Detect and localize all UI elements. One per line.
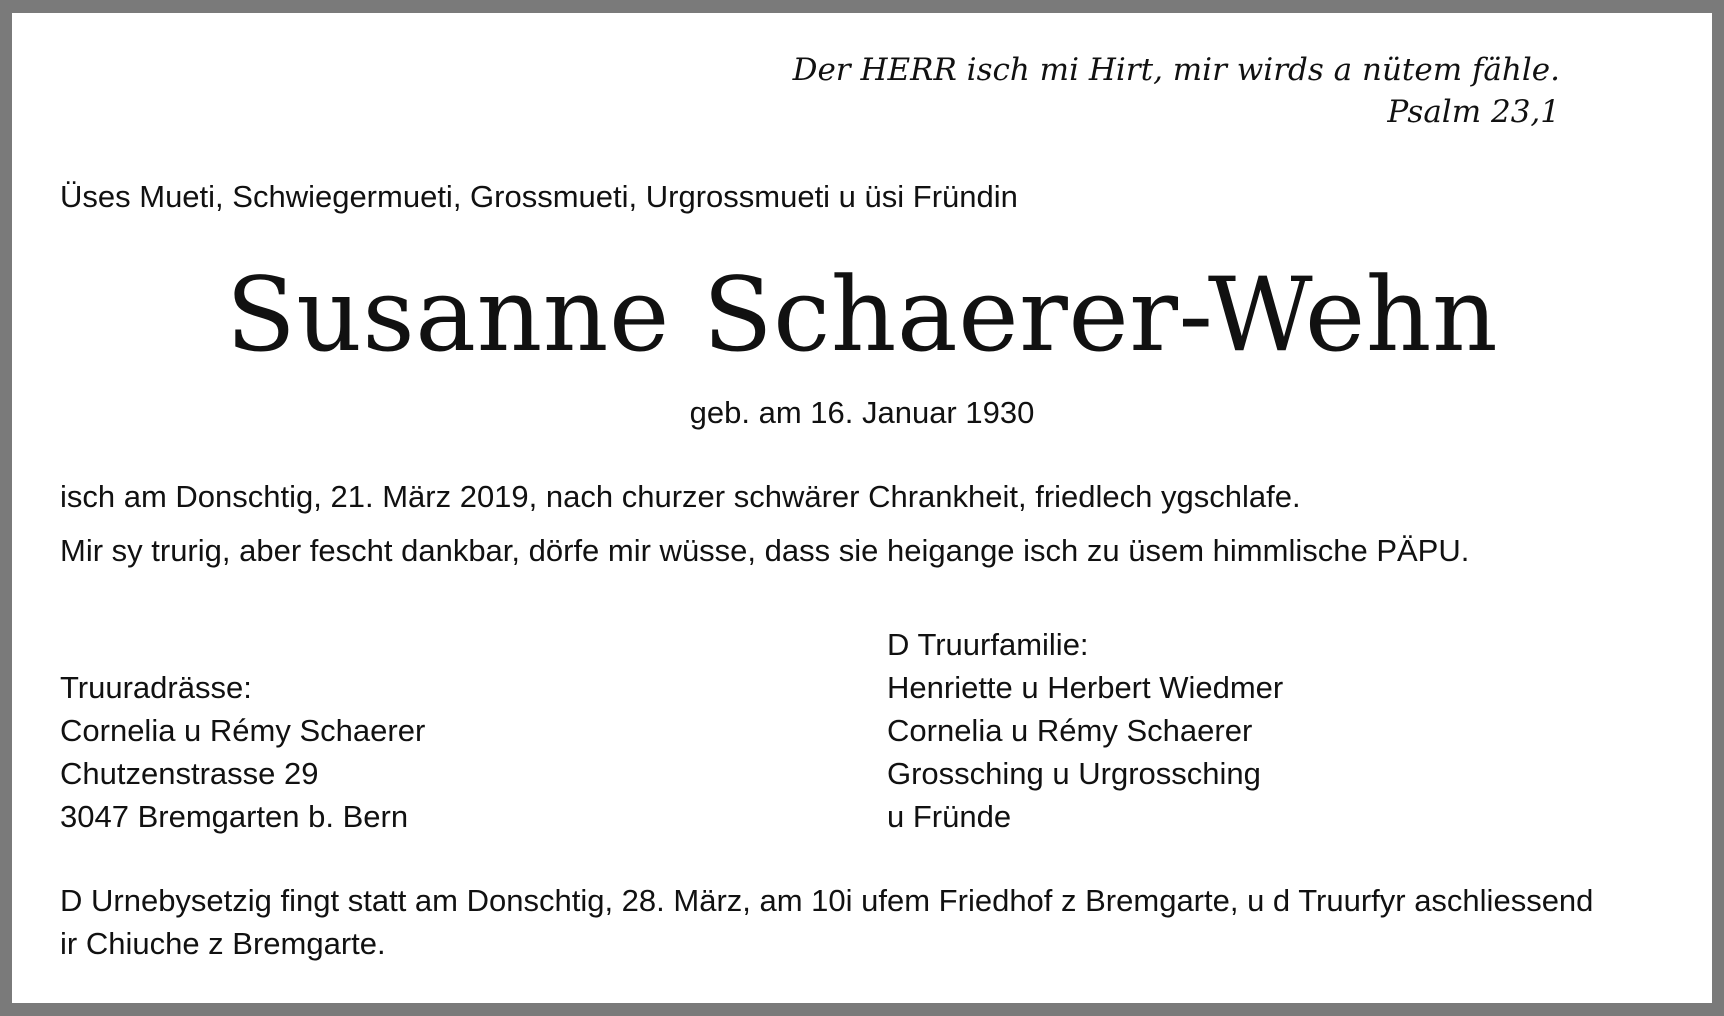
family-line: Grossching u Urgrossching [887, 756, 1261, 791]
address-line: 3047 Bremgarten b. Bern [60, 799, 409, 834]
deceased-name: Susanne Schaerer-Wehn [225, 256, 1499, 375]
funeral-details-line-2: ir Chiuche z Bremgarte. [60, 926, 386, 961]
bible-verse [793, 49, 1560, 133]
mourning-address [60, 666, 425, 838]
mourning-family [887, 623, 1283, 838]
announcement-line-1: isch am Donschtig, 21. März 2019, nach churzer schwärer Chrankheit, friedlech ygschlafe. [60, 479, 1301, 514]
announcement-line-2: Mir sy trurig, aber fescht dankbar, dörfe mir wüsse, dass sie heigange isch zu üsem himmlische PÄPU. [60, 533, 1470, 568]
address-heading: Truuradrässe: [60, 670, 252, 705]
family-line: u Fründe [887, 799, 1012, 834]
verse-text: Der HERR isch mi Hirt, mir wirds a nütem fähle. [792, 52, 1560, 88]
address-line: Cornelia u Rémy Schaerer [60, 713, 426, 748]
funeral-details [60, 879, 1593, 965]
birth-date: geb. am 16. Januar 1930 [689, 395, 1035, 430]
verse-reference: Psalm 23,1 [1387, 94, 1560, 130]
family-line: Henriette u Herbert Wiedmer [887, 670, 1284, 705]
family-line: Cornelia u Rémy Schaerer [887, 713, 1253, 748]
funeral-details-line-1: D Urnebysetzig fingt statt am Donschtig, 28. März, am 10i ufem Friedhof z Bremgarte, u d Truurfyr aschliessend [60, 883, 1594, 918]
family-heading: D Truurfamilie: [887, 627, 1089, 662]
address-line: Chutzenstrasse 29 [60, 756, 319, 791]
obituary-page [12, 13, 1712, 1003]
intro-text: Üses Mueti, Schwiegermueti, Grossmueti, Urgrossmueti u üsi Fründin [60, 179, 1018, 214]
